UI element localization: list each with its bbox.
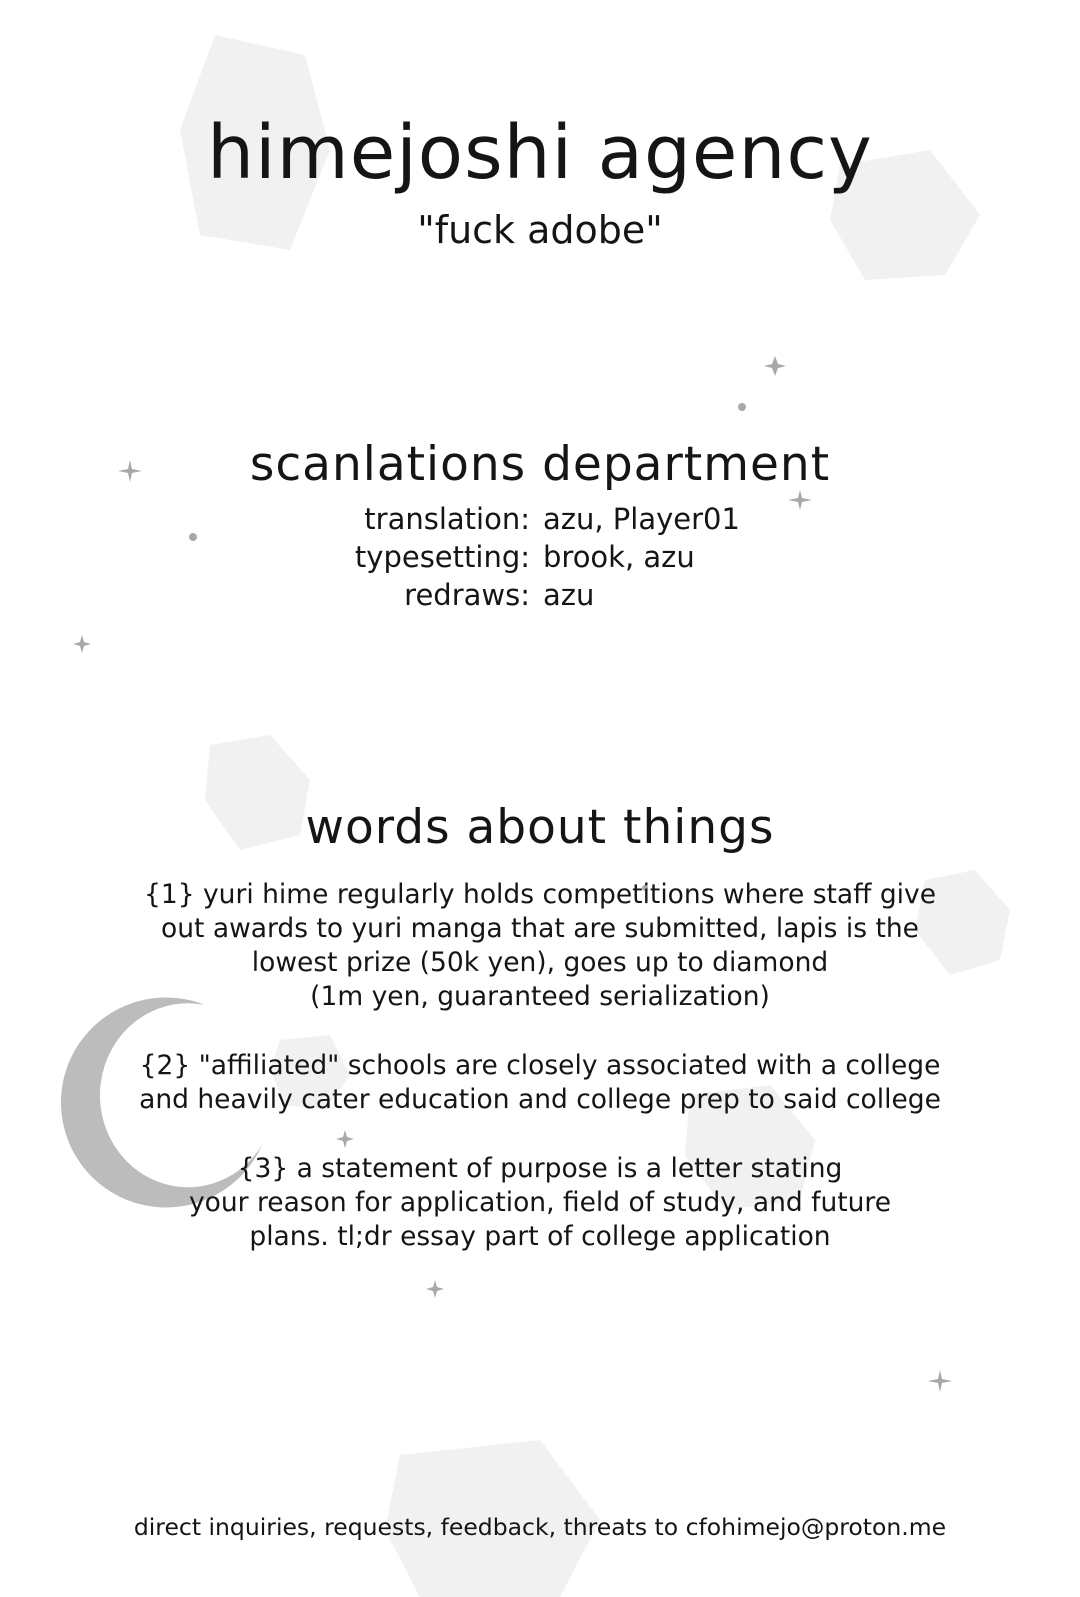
contact-footer: direct inquiries, requests, feedback, threats to cfohimejo@proton.me xyxy=(133,1513,947,1541)
credit-names: brook, azu xyxy=(543,540,695,574)
sparkle-icon xyxy=(426,1280,444,1298)
sparkle-icon xyxy=(73,635,91,653)
credit-names: azu, Player01 xyxy=(543,502,740,536)
footnote-1 xyxy=(60,878,1020,1014)
subtitle: "fuck adobe" xyxy=(417,208,663,252)
credit-names: azu xyxy=(543,578,595,612)
footnote-3 xyxy=(60,1152,1020,1254)
page-title: himejoshi agency xyxy=(207,110,873,196)
credit-role: redraws: xyxy=(404,578,530,612)
credit-role: translation: xyxy=(364,502,530,536)
footnote-line: lowest prize (50k yen), goes up to diamond xyxy=(251,947,829,978)
dot xyxy=(738,403,746,411)
footnote-2 xyxy=(60,1049,1020,1117)
sparkle-icon xyxy=(336,1130,354,1148)
dot xyxy=(189,533,197,541)
credit-role: typesetting: xyxy=(354,540,530,574)
footnote-line: your reason for application, field of study, and future xyxy=(188,1187,892,1218)
sparkle-icon xyxy=(928,1370,952,1392)
footnote-line: {2} "affiliated" schools are closely associated with a college xyxy=(139,1050,941,1081)
footnote-line: plans. tl;dr essay part of college application xyxy=(249,1221,831,1252)
sparkle-icon xyxy=(788,490,812,510)
footnote-line: {3} a statement of purpose is a letter stating xyxy=(237,1153,843,1184)
footnote-line: {1} yuri hime regularly holds competitions where staff give xyxy=(143,879,937,910)
credits-heading: scanlations department xyxy=(249,437,831,492)
footnote-line: (1m yen, guaranteed serialization) xyxy=(310,981,770,1012)
footnote-line: and heavily cater education and college prep to said college xyxy=(139,1084,941,1115)
footnote-line: out awards to yuri manga that are submitted, lapis is the xyxy=(161,913,919,944)
sparkle-icon xyxy=(764,356,786,376)
notes-heading: words about things xyxy=(305,800,775,855)
